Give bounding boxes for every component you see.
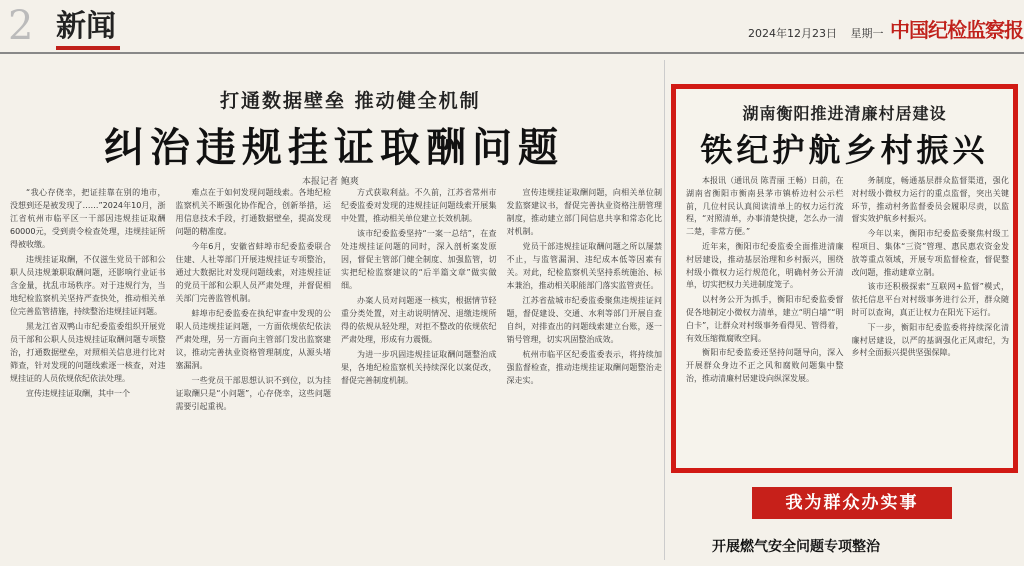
section-title: 新闻 [56, 9, 116, 44]
paragraph: 违规挂证取酬，不仅滋生党员干部和公职人员违规兼职取酬问题，还影响行业证书含金量，扰乱市场秩序。对于违规行为，当地纪检监察机关坚持严查快处，推动相关单位完善监管措施，持续整治违规挂证问题。 [10, 255, 166, 316]
paragraph: 近年来，衡阳市纪委监委全面推进清廉村居建设，推动基层治理和乡村振兴，围绕村级小微权力运行规范化，明确村务公开清单，切实把权力关进制度笼子。 [686, 241, 844, 290]
article-body [10, 186, 662, 566]
paragraph: 该市还积极探索“互联网+监督”模式，依托信息平台对村级事务进行公开，群众随时可以查询，真正让权力在阳光下运行。 [851, 282, 1009, 317]
paragraph: 下一步，衡阳市纪委监委将持续深化清廉村居建设，以严的基调强化正风肃纪，为乡村全面振兴提供坚强保障。 [851, 322, 1009, 358]
paragraph: 江苏省盐城市纪委监委聚焦违规挂证问题，督促建设、交通、水利等部门开展自查自纠，对排查出的问题线索建立台账，逐一销号管理，切实巩固整治成效。 [506, 296, 662, 344]
feature-kicker: 湖南衡阳推进清廉村居建设 [742, 104, 947, 123]
masthead-logo: 中国纪检监察报 [890, 18, 1023, 42]
paragraph: 该市纪委监委坚持“一案一总结”，在查处违规挂证问题的同时，深入剖析案发原因，督促主管部门健全制度、加强监管，切实把纪检监察建议的“后半篇文章”做实做细。 [341, 229, 497, 290]
paragraph: 一些党员干部思想认识不到位，以为挂证取酬只是“小问题”，心存侥幸，这些问题需要引起重视。 [175, 376, 331, 411]
column-banner: 我为群众办实事 [752, 487, 952, 519]
article-column [10, 186, 166, 566]
page-header [0, 0, 1024, 52]
paragraph: 办案人员对问题逐一核实，根据情节轻重分类处置，对主动说明情况、退缴违规所得的依规从轻处理，对拒不整改的依规依纪严肃处理，形成有力震慑。 [341, 296, 497, 344]
article-byline: 本报记者 鲍爽 [302, 177, 359, 187]
page-number: 2 [8, 3, 34, 49]
paragraph: 难点在于如何发现问题线索。各地纪检监察机关不断强化协作配合，创新举措，运用信息技术手段，打通数据壁垒，提高发现问题的精准度。 [175, 188, 331, 236]
paragraph: 务制度，畅通基层群众监督渠道，强化对村级小微权力运行的重点监督，突出关键环节，推动村务监督委员会履职尽责，以监督实效护航乡村振兴。 [851, 176, 1009, 224]
article-column [341, 186, 497, 566]
paragraph: 黑龙江省双鸭山市纪委监委组织开展党员干部和公职人员违规挂证取酬问题专项整治，打通数据壁垒，对照相关信息进行比对筛查，针对发现的问题线索逐一核查，对违规挂证的人员依规依纪依法处理。 [10, 322, 166, 383]
issue-date: 2024年12月23日 [748, 27, 837, 40]
paragraph: “我心存侥幸，把证挂靠在别的地市，没想到还是被发现了……”2024年10月，浙江省杭州市临平区一干部因违规挂证取酬60000元，受到责令检查处理，违规挂证所得被收缴。 [10, 188, 166, 249]
paragraph: 为进一步巩固违规挂证取酬问题整治成果，各地纪检监察机关持续深化以案促改，督促完善制度机制。 [341, 350, 497, 385]
paragraph: 以村务公开为抓手，衡阳市纪委监委督促各地制定小微权力清单，建立“明白墙”“明白卡”，让群众对村级事务看得见、管得着，有效压缩微腐败空间。 [686, 295, 844, 343]
paragraph: 蚌埠市纪委监委在执纪审查中发现的公职人员违规挂证问题，一方面依规依纪依法严肃处理，另一方面向主管部门发出监察建议，推动完善执业资格管理制度，从源头堵塞漏洞。 [175, 309, 331, 370]
article-column [507, 186, 663, 566]
feature-box [671, 84, 1018, 473]
article-column [176, 186, 332, 566]
paragraph: 党员干部违规挂证取酬问题之所以屡禁不止，与监管漏洞、违纪成本低等因素有关。对此，纪检监察机关坚持系统施治、标本兼治，推动相关职能部门落实监管责任。 [506, 242, 662, 290]
section-underline [56, 46, 120, 50]
article-kicker: 打通数据壁垒 推动健全机制 [220, 90, 481, 112]
paragraph: 方式获取利益。不久前，江苏省常州市纪委监委对发现的违规挂证问题线索开展集中处置，推动相关单位建立长效机制。 [341, 188, 497, 223]
paragraph: 今年6月，安徽省蚌埠市纪委监委联合住建、人社等部门开展违规挂证专项整治，通过大数据比对发现问题线索，对违规挂证的党员干部和公职人员严肃处理，并督促相关部门完善监管机制。 [175, 242, 331, 303]
feature-title: 铁纪护航乡村振兴 [700, 131, 989, 169]
paragraph: 杭州市临平区纪委监委表示，将持续加强监督检查，推动违规挂证取酬问题整治走深走实。 [506, 350, 662, 385]
column-subhead: 开展燃气安全问题专项整治 [712, 539, 880, 555]
article-headline: 纠治违规挂证取酬问题 [104, 124, 564, 171]
paragraph: 宣传违规挂证取酬问题，向相关单位制发监察建议书，督促完善执业资格注册管理制度，推动建立部门间信息共享和常态化比对机制。 [506, 188, 662, 236]
dateline [748, 25, 894, 41]
paragraph: 今年以来，衡阳市纪委监委聚焦村级工程项目、集体“三资”管理、惠民惠农资金发放等重点领域，开展专项监督检查，督促整改问题，推动建章立制。 [851, 229, 1009, 277]
feature-column [852, 175, 1010, 465]
column-divider [664, 60, 665, 560]
header-rule [0, 52, 1024, 54]
issue-weekday: 星期一 [850, 27, 884, 40]
feature-body [686, 175, 1009, 465]
paragraph: 衡阳市纪委监委还坚持问题导向，深入开展群众身边不正之风和腐败问题集中整治，推动清廉村居建设向纵深发展。 [686, 348, 844, 383]
feature-column [686, 175, 844, 465]
paragraph: 本报讯（通讯员 陈青丽 王畅）日前，在湖南省衡阳市衡南县茅市镇桥边村公示栏前，几位村民认真阅读清单上的权力运行流程，“对照清单，办事清楚快捷，怎么办一清二楚，非常方便。” [686, 176, 844, 237]
paragraph: 宣传违规挂证取酬，其中一个 [26, 389, 130, 398]
